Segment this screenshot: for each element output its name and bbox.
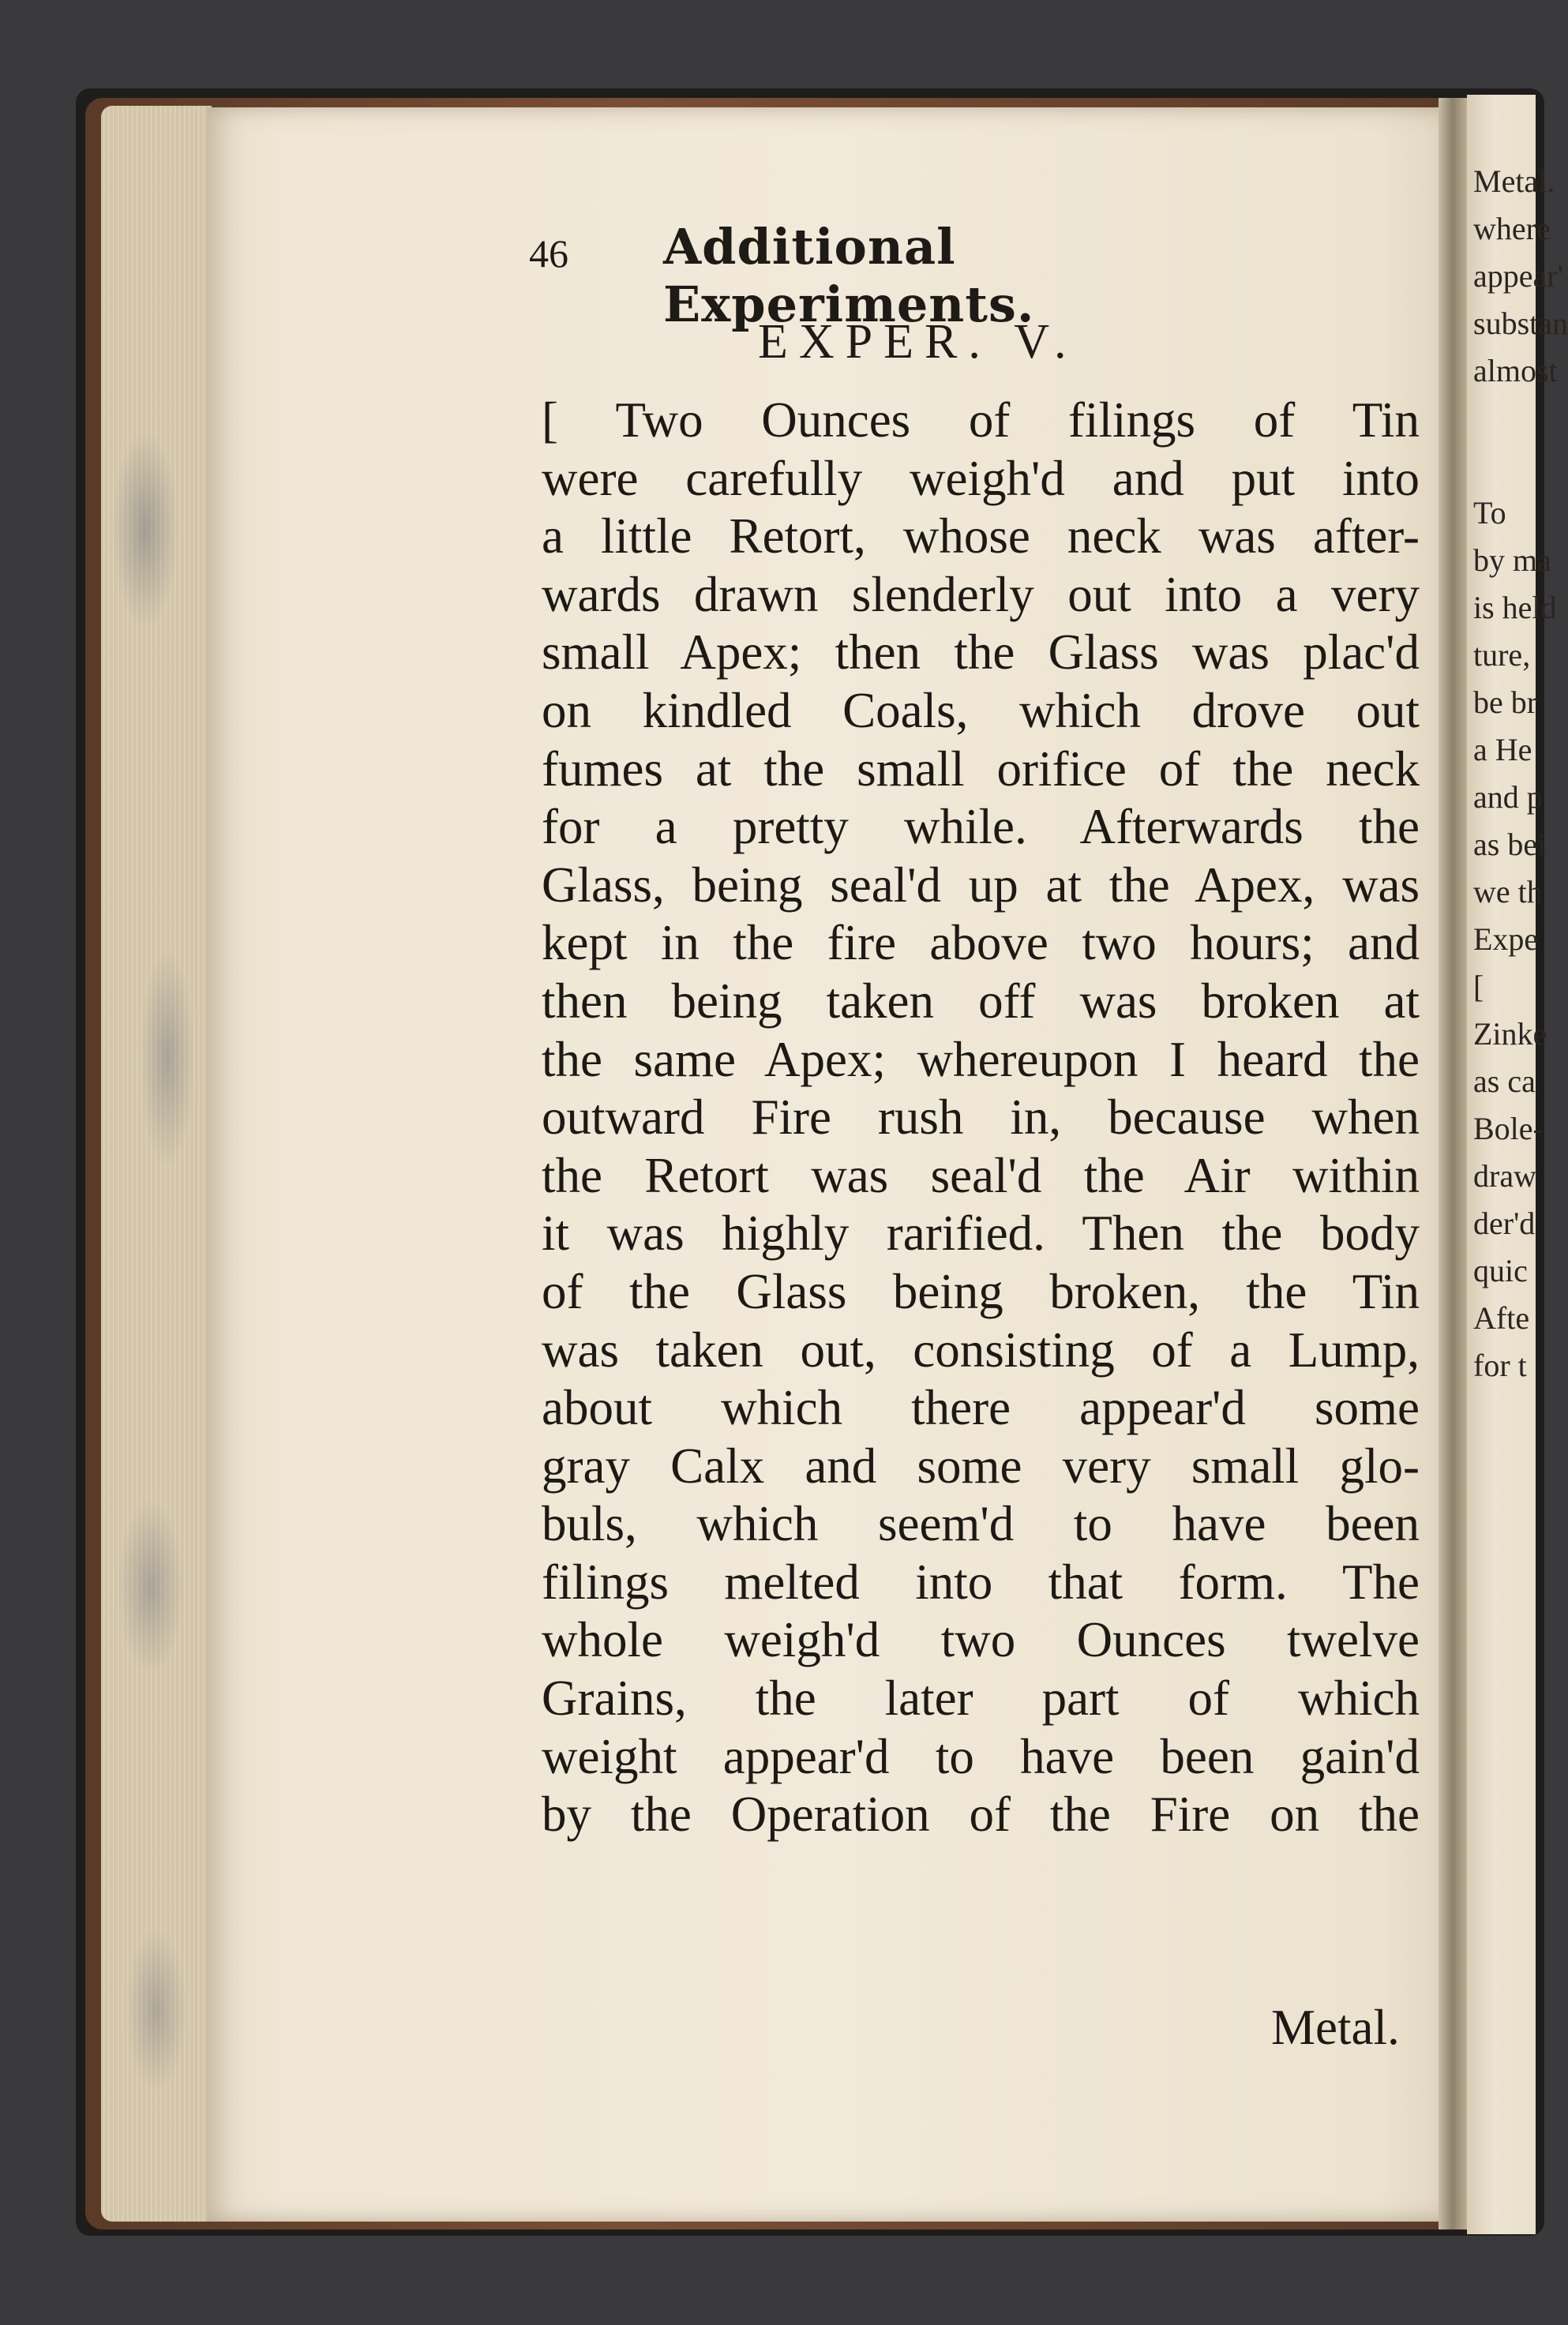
page-header (529, 213, 1319, 333)
text-line: of the Glass being broken, the Tin (542, 1263, 1420, 1319)
facing-line: ture, (1473, 637, 1531, 673)
facing-line: and p (1473, 779, 1543, 815)
text-line: gray Calx and some very small glo- (542, 1438, 1420, 1494)
text-line: small Apex; then the Glass was plac'd (542, 624, 1420, 681)
text-line: Grains, the later part of which (542, 1671, 1420, 1727)
text-line: [ Two Ounces of filings of Tin (542, 392, 1420, 448)
facing-line: Expe (1473, 921, 1539, 957)
facing-line: be br (1473, 684, 1538, 720)
facing-line: as bei (1473, 827, 1547, 862)
text-line: about which there appear'd some (542, 1380, 1420, 1436)
facing-line: Zinke (1473, 1016, 1547, 1052)
text-line: fumes at the small orifice of the neck (542, 741, 1420, 797)
text-line: filings melted into that form. The (542, 1554, 1420, 1610)
facing-line: Afte (1473, 1300, 1530, 1336)
text-line: it was highly rarified. Then the body (542, 1206, 1420, 1262)
facing-line: [ (1473, 969, 1484, 1004)
text-line: a little Retort, whose neck was after- (542, 508, 1420, 564)
text-line: outward Fire rush in, because when (542, 1089, 1420, 1146)
text-line: then being taken off was broken at (542, 973, 1420, 1029)
facing-line: for t (1473, 1348, 1527, 1383)
text-line: Glass, being seal'd up at the Apex, was (542, 857, 1420, 913)
catchword: Metal. (1271, 2000, 1400, 2055)
facing-line: substan (1473, 306, 1568, 341)
facing-line: a He (1473, 732, 1532, 767)
facing-line: we th (1473, 874, 1543, 909)
facing-line: as ca (1473, 1063, 1536, 1099)
text-line: buls, which seem'd to have been (542, 1496, 1420, 1552)
text-line: were carefully weigh'd and put into (542, 450, 1420, 506)
running-head: Additional Experiments. (663, 218, 1035, 333)
text-line: kept in the fire above two hours; and (542, 915, 1420, 971)
text-line: whole weigh'd two Ounces twelve (542, 1612, 1420, 1668)
facing-line: almost (1473, 353, 1558, 388)
facing-line: where (1473, 211, 1551, 246)
facing-line: der'd (1473, 1206, 1536, 1241)
text-line: on kindled Coals, which drove out (542, 682, 1420, 738)
facing-line (1473, 442, 1536, 489)
facing-line: draw (1473, 1158, 1536, 1194)
experiment-heading: EXPER. V. (758, 315, 1078, 369)
facing-line (1473, 395, 1536, 442)
facing-line: Metal. (1473, 163, 1555, 199)
facing-line: by ma (1473, 542, 1551, 578)
facing-line: quic (1473, 1253, 1528, 1288)
text-line: for a pretty while. Afterwards the (542, 799, 1420, 855)
facing-line: Bole- (1473, 1111, 1544, 1146)
text-line: was taken out, consisting of a Lump, (542, 1322, 1420, 1378)
facing-line: is held (1473, 590, 1557, 625)
text-line: the same Apex; whereupon I heard the (542, 1031, 1420, 1087)
body-text (542, 392, 1420, 1844)
book-gutter (1439, 98, 1467, 2229)
text-line: weight appear'd to have been gain'd (542, 1728, 1420, 1784)
text-line: wards drawn slenderly out into a very (542, 566, 1420, 622)
page-edges (101, 106, 212, 2222)
facing-line: appear' (1473, 258, 1563, 294)
facing-page-text (1473, 158, 1568, 1389)
text-line: the Retort was seal'd the Air within (542, 1147, 1420, 1203)
facing-line: To (1473, 495, 1506, 531)
text-line: by the Operation of the Fire on the (542, 1787, 1420, 1843)
page-number: 46 (529, 231, 568, 276)
